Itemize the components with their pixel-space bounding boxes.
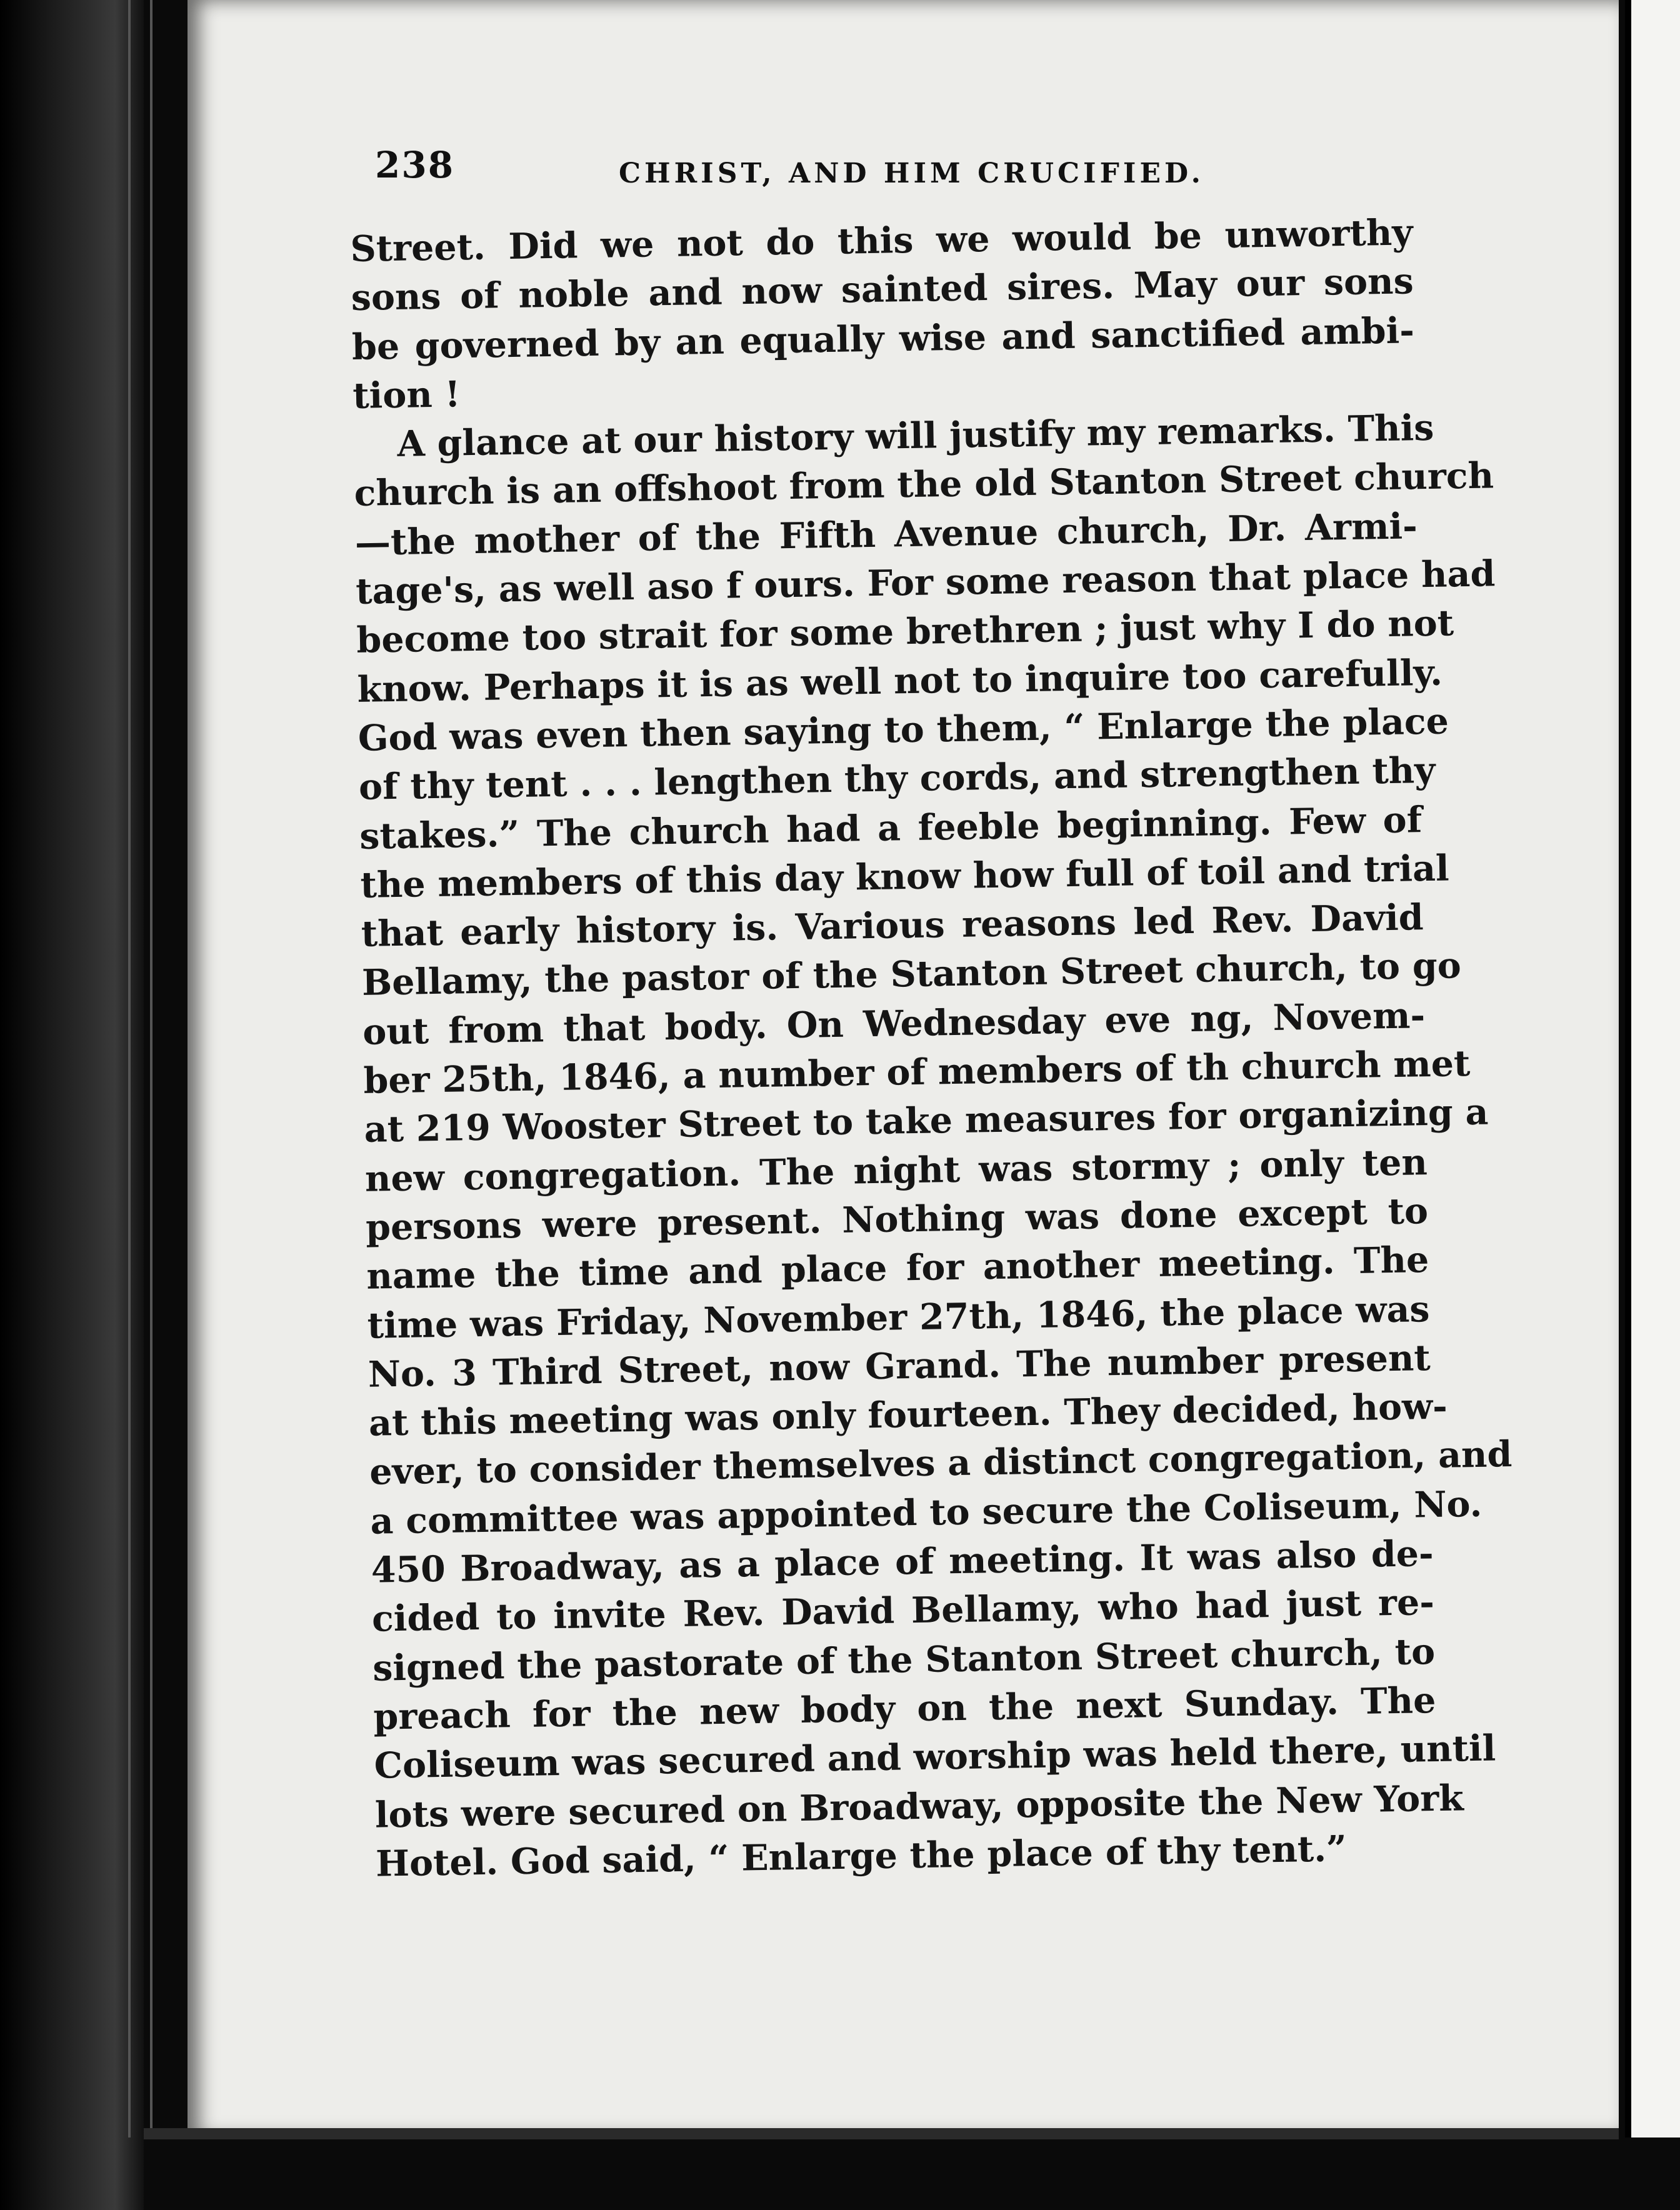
book-binding-edge [0, 0, 144, 2210]
text-line: sons of noble and now sainted sires. May our sons [351, 260, 1414, 319]
text-line: A glance at our history will justify my remarks. This [396, 406, 1434, 466]
text-line: name the time and place for another meeting. The [366, 1239, 1429, 1298]
text-line: know. Perhaps it is as well not to inquire too carefully. [357, 651, 1443, 711]
text-line: tage's, as well aso f ours. For some reason that place had [355, 552, 1496, 613]
text-line: that early history is. Various reasons led Rev. David [361, 896, 1424, 956]
running-title: CHRIST, AND HIM CRUCIFIED. [619, 158, 1204, 189]
text-line: cided to invite Rev. David Bellamy, who had just re- [371, 1581, 1435, 1641]
text-line: tion ! [352, 373, 461, 417]
text-line: new congregation. The night was stormy ; only ten [364, 1141, 1428, 1200]
text-line: Bellamy, the pastor of the Stanton Street church, to go [361, 944, 1462, 1004]
page-number: 238 [375, 144, 455, 186]
text-line: time was Friday, November 27th, 1846, the place was [367, 1288, 1430, 1347]
text-line: No. 3 Third Street, now Grand. The number present [368, 1336, 1431, 1396]
page-bottom-edge [144, 2128, 1619, 2139]
text-line: Hotel. God said, “ Enlarge the place of thy tent.” [375, 1828, 1348, 1885]
text-line: Street. Did we not do this we would be unworthy [350, 211, 1413, 270]
text-line: God was even then saying to them, “ Enlarge the place [358, 700, 1449, 759]
text-line: out from that body. On Wednesday eve ng, Novem- [362, 994, 1426, 1053]
page-header [362, 144, 1412, 200]
text-line: ever, to consider themselves a distinct congregation, and [369, 1433, 1512, 1494]
text-line: preach for the new body on the next Sunday. The [372, 1679, 1436, 1738]
text-line: at 219 Wooster Street to take measures for organizing a [364, 1091, 1489, 1151]
text-line: —the mother of the Fifth Avenue church, Dr. Armi- [354, 505, 1418, 564]
text-line: of thy tent . . . lengthen thy cords, and strengthen thy [358, 749, 1436, 809]
text-line: ber 25th, 1846, a number of members of th church met [362, 1042, 1471, 1102]
text-line: persons were present. Nothing was done except to [365, 1190, 1429, 1249]
text-line: at this meeting was only fourteen. They decided, how- [368, 1385, 1448, 1444]
text-line: stakes.” The church had a feeble beginning. Few of [359, 798, 1422, 858]
binding-line [128, 0, 131, 2138]
text-line: 450 Broadway, as a place of meeting. It was also de- [371, 1532, 1434, 1591]
binding-line [150, 0, 152, 2138]
text-line: the members of this day know how full of toil and trial [360, 847, 1450, 906]
text-line: become too strait for some brethren ; just why I do not [356, 602, 1454, 662]
text-line: lots were secured on Broadway, opposite the New York [374, 1776, 1464, 1836]
body-text [350, 208, 1512, 1888]
text-line: signed the pastorate of the Stanton Street church, to [372, 1630, 1436, 1689]
text-line: Coliseum was secured and worship was held there, until [374, 1727, 1496, 1787]
text-line: be governed by an equally wise and sanctified ambi- [351, 309, 1415, 368]
text-line: church is an offshoot from the old Stanton Street church [354, 454, 1494, 515]
adjacent-page-edge [1625, 0, 1680, 2138]
text-line: a committee was appointed to secure the Coliseum, No. [370, 1482, 1482, 1542]
